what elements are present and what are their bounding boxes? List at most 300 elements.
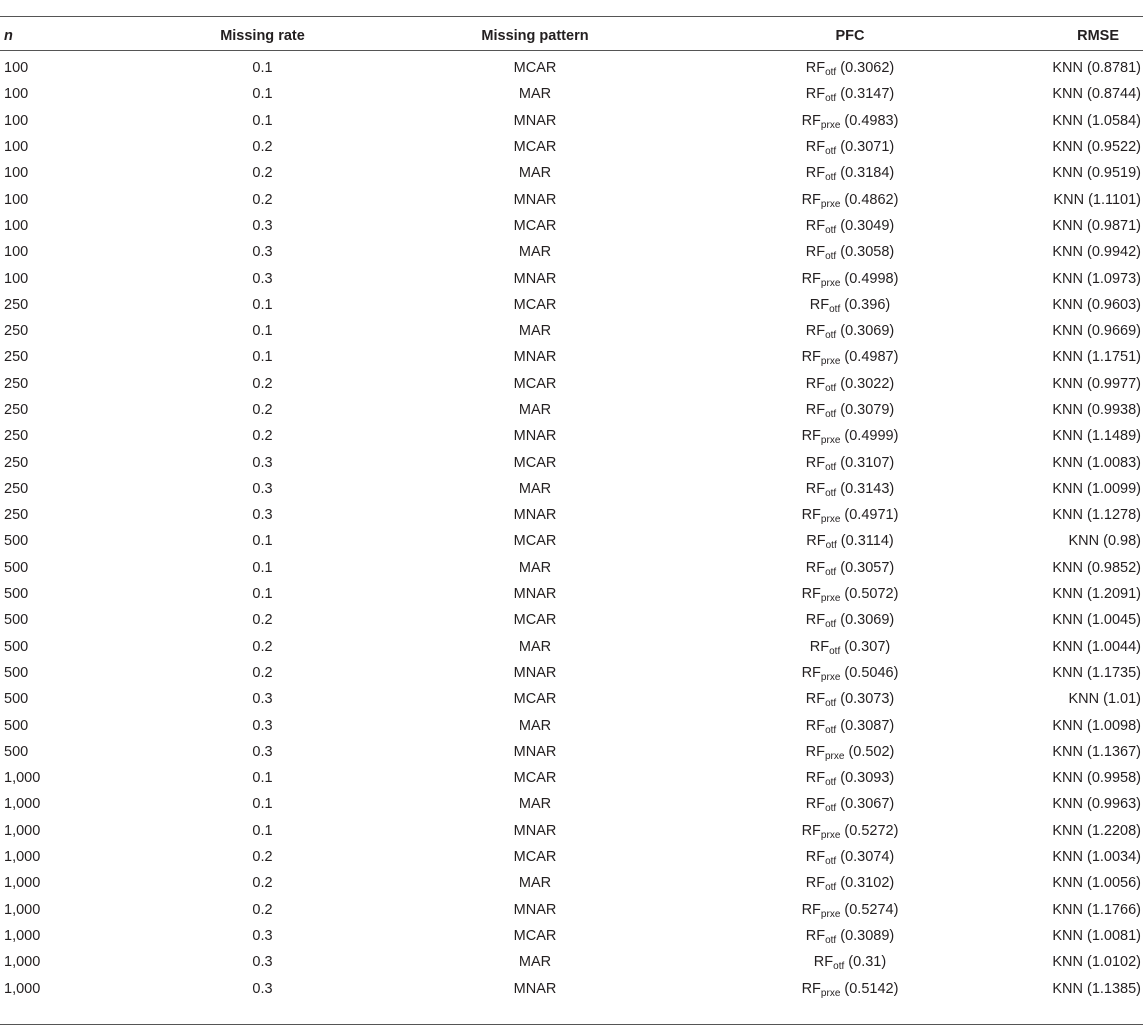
cell-rmse: KNN (1.0083) <box>1052 454 1141 471</box>
cell-missing-rate: 0.2 <box>252 849 273 866</box>
header-row <box>0 22 1143 51</box>
cell-pfc <box>695 818 1005 844</box>
cell-missing-pattern: MNAR <box>513 349 557 366</box>
table-row <box>0 51 1143 82</box>
table-row <box>0 423 1143 449</box>
cell-n: 100 <box>4 139 29 156</box>
pfc-value: (0.3073) <box>840 691 895 708</box>
pfc-method: RF <box>805 691 826 708</box>
cell-missing-pattern: MAR <box>518 954 552 971</box>
table-row <box>0 213 1143 239</box>
cell-missing-rate: 0.3 <box>252 270 273 287</box>
cell-rmse: KNN (1.2208) <box>1052 822 1141 839</box>
pfc-method-subscript: otf <box>829 303 841 315</box>
pfc-method-subscript: prxe <box>820 435 841 447</box>
table-bottom-rule <box>0 1024 1143 1025</box>
cell-n: 1,000 <box>4 822 41 839</box>
cell-rmse: KNN (1.0584) <box>1052 112 1141 129</box>
pfc-method: RF <box>809 638 830 655</box>
cell-rmse: KNN (0.9958) <box>1052 770 1141 787</box>
cell-n: 1,000 <box>4 875 41 892</box>
cell-n: 250 <box>4 375 29 392</box>
cell-n: 1,000 <box>4 796 41 813</box>
pfc-method-subscript: otf <box>825 330 837 342</box>
cell-missing-rate: 0.2 <box>252 402 273 418</box>
cell-missing-pattern: MAR <box>518 480 552 497</box>
pfc-method-subscript: otf <box>825 409 837 420</box>
cell-rmse: KNN (1.0034) <box>1052 849 1141 866</box>
cell-missing-pattern: MAR <box>518 86 552 103</box>
cell-n: 100 <box>4 165 29 182</box>
pfc-value: (0.4862) <box>844 191 899 208</box>
cell-n: 100 <box>4 244 29 261</box>
cell-missing-pattern: MNAR <box>513 586 557 603</box>
pfc-method: RF <box>801 586 821 603</box>
cell-missing-rate: 0.1 <box>252 559 273 576</box>
table-row <box>0 686 1143 712</box>
cell-rmse: KNN (0.9938) <box>1052 402 1141 418</box>
cell-rmse: KNN (0.9603) <box>1052 296 1141 313</box>
cell-missing-rate: 0.3 <box>252 927 273 944</box>
pfc-method: RF <box>805 875 826 892</box>
cell-n: 1,000 <box>4 901 41 918</box>
table-row <box>0 160 1143 186</box>
cell-rmse: KNN (0.9963) <box>1052 796 1141 813</box>
cell-rmse: KNN (1.1278) <box>1052 507 1141 524</box>
cell-rmse: KNN (0.9522) <box>1052 139 1141 156</box>
cell-missing-rate: 0.1 <box>252 822 273 839</box>
cell-pfc <box>695 765 1005 791</box>
pfc-method: RF <box>805 612 826 629</box>
pfc-method-subscript: prxe <box>820 908 841 920</box>
pfc-method-subscript: prxe <box>820 514 841 526</box>
pfc-method: RF <box>801 349 821 366</box>
cell-missing-pattern: MAR <box>518 717 552 734</box>
cell-missing-rate: 0.1 <box>252 112 273 129</box>
cell-n: 250 <box>4 454 29 471</box>
table-header <box>0 22 1143 51</box>
cell-rmse: KNN (1.01) <box>1068 691 1141 708</box>
cell-missing-rate: 0.2 <box>252 165 273 182</box>
cell-pfc <box>695 634 1005 660</box>
cell-rmse: KNN (1.1751) <box>1052 349 1141 366</box>
cell-pfc <box>695 712 1005 738</box>
pfc-value: (0.3074) <box>840 849 895 866</box>
table-row <box>0 476 1143 502</box>
pfc-method: RF <box>805 60 826 77</box>
cell-pfc <box>695 528 1005 554</box>
table-row <box>0 292 1143 318</box>
cell-missing-pattern: MAR <box>518 402 552 418</box>
pfc-value: (0.4998) <box>844 270 899 287</box>
cell-pfc <box>695 555 1005 581</box>
cell-missing-pattern: MNAR <box>513 428 557 445</box>
cell-n: 100 <box>4 191 29 208</box>
cell-pfc <box>695 134 1005 160</box>
header-missing-rate: Missing rate <box>150 22 375 51</box>
table-row <box>0 791 1143 817</box>
pfc-method-subscript: prxe <box>820 593 841 605</box>
pfc-method: RF <box>805 165 826 182</box>
cell-rmse: KNN (1.1367) <box>1052 743 1141 760</box>
pfc-value: (0.3049) <box>840 217 895 234</box>
cell-missing-rate: 0.3 <box>252 507 273 524</box>
results-table <box>0 22 1143 1002</box>
pfc-method-subscript: otf <box>825 224 837 236</box>
pfc-method-subscript: otf <box>825 698 837 710</box>
cell-rmse: KNN (0.9669) <box>1052 323 1141 340</box>
pfc-method: RF <box>813 954 834 971</box>
table-row <box>0 555 1143 581</box>
table-row <box>0 528 1143 554</box>
pfc-method-subscript: prxe <box>820 671 841 683</box>
cell-n: 100 <box>4 217 29 234</box>
cell-missing-pattern: MAR <box>518 638 552 655</box>
header-rmse: RMSE <box>1005 22 1143 51</box>
pfc-method: RF <box>805 770 826 787</box>
pfc-method-subscript: otf <box>833 961 845 973</box>
pfc-method-subscript: otf <box>825 934 837 946</box>
pfc-method: RF <box>809 296 830 313</box>
table-row <box>0 134 1143 160</box>
cell-rmse: KNN (1.1101) <box>1053 191 1141 208</box>
header-pfc: PFC <box>695 22 1005 51</box>
cell-missing-pattern: MCAR <box>513 770 557 787</box>
cell-n: 250 <box>4 296 29 313</box>
cell-pfc <box>695 949 1005 975</box>
table-row <box>0 581 1143 607</box>
pfc-method: RF <box>801 980 821 997</box>
table-row <box>0 870 1143 896</box>
cell-rmse: KNN (1.2091) <box>1052 586 1141 603</box>
pfc-value: (0.3102) <box>840 875 895 892</box>
cell-rmse: KNN (1.1385) <box>1052 980 1141 997</box>
cell-missing-rate: 0.3 <box>252 717 273 734</box>
cell-n: 500 <box>4 533 29 550</box>
table-row <box>0 344 1143 370</box>
table-row <box>0 371 1143 397</box>
pfc-value: (0.3071) <box>840 139 895 156</box>
table-top-rule <box>0 16 1143 17</box>
table-row <box>0 818 1143 844</box>
cell-rmse: KNN (0.9519) <box>1052 165 1141 182</box>
pfc-method: RF <box>801 428 821 445</box>
table-row <box>0 949 1143 975</box>
cell-missing-rate: 0.2 <box>252 139 273 156</box>
pfc-value: (0.4983) <box>844 112 899 129</box>
cell-missing-pattern: MAR <box>518 875 552 892</box>
cell-missing-pattern: MCAR <box>513 296 557 313</box>
cell-missing-pattern: MNAR <box>513 507 557 524</box>
cell-missing-rate: 0.2 <box>252 191 273 208</box>
cell-n: 1,000 <box>4 849 41 866</box>
pfc-value: (0.3087) <box>840 717 895 734</box>
cell-missing-pattern: MNAR <box>513 980 557 997</box>
cell-missing-rate: 0.2 <box>252 875 273 892</box>
cell-missing-pattern: MCAR <box>513 533 557 550</box>
cell-pfc <box>695 292 1005 318</box>
pfc-method-subscript: prxe <box>820 987 841 999</box>
cell-n: 250 <box>4 349 29 366</box>
cell-missing-rate: 0.1 <box>252 86 273 103</box>
cell-missing-pattern: MNAR <box>513 901 557 918</box>
cell-missing-pattern: MAR <box>518 323 552 340</box>
cell-missing-pattern: MCAR <box>513 612 557 629</box>
cell-missing-rate: 0.1 <box>252 796 273 813</box>
cell-missing-rate: 0.3 <box>252 691 273 708</box>
cell-missing-pattern: MCAR <box>513 691 557 708</box>
cell-missing-pattern: MCAR <box>513 375 557 392</box>
pfc-value: (0.3147) <box>840 86 895 103</box>
cell-pfc <box>695 265 1005 291</box>
cell-pfc <box>695 502 1005 528</box>
pfc-method-subscript: otf <box>825 803 837 815</box>
pfc-value: (0.5046) <box>844 664 899 681</box>
cell-n: 250 <box>4 480 29 497</box>
cell-missing-rate: 0.2 <box>252 638 273 655</box>
cell-missing-rate: 0.2 <box>252 901 273 918</box>
cell-n: 250 <box>4 428 29 445</box>
pfc-method: RF <box>805 323 826 340</box>
cell-missing-pattern: MNAR <box>513 743 557 760</box>
pfc-method-subscript: prxe <box>820 829 841 841</box>
pfc-method: RF <box>801 191 821 208</box>
cell-pfc <box>695 318 1005 344</box>
cell-n: 500 <box>4 638 29 655</box>
pfc-method-subscript: prxe <box>820 356 841 368</box>
cell-n: 1,000 <box>4 770 41 787</box>
cell-rmse: KNN (1.1489) <box>1052 428 1141 445</box>
pfc-value: (0.3062) <box>840 60 895 77</box>
pfc-method-subscript: otf <box>825 856 837 868</box>
cell-missing-pattern: MNAR <box>513 191 557 208</box>
table-row <box>0 186 1143 212</box>
table-row <box>0 449 1143 475</box>
cell-missing-rate: 0.3 <box>252 743 273 760</box>
cell-n: 250 <box>4 507 29 524</box>
cell-n: 500 <box>4 717 29 734</box>
pfc-value: (0.3022) <box>840 375 895 392</box>
pfc-method: RF <box>805 849 826 866</box>
pfc-value: (0.3057) <box>840 559 895 576</box>
table-row <box>0 607 1143 633</box>
cell-pfc <box>695 660 1005 686</box>
table-row <box>0 81 1143 107</box>
cell-missing-rate: 0.3 <box>252 217 273 234</box>
cell-pfc <box>695 581 1005 607</box>
pfc-method: RF <box>805 217 826 234</box>
table-row <box>0 318 1143 344</box>
pfc-method-subscript: otf <box>825 93 837 105</box>
cell-missing-rate: 0.3 <box>252 954 273 971</box>
pfc-value: (0.3079) <box>840 402 895 418</box>
table-row <box>0 897 1143 923</box>
cell-missing-pattern: MCAR <box>513 849 557 866</box>
cell-missing-rate: 0.2 <box>252 428 273 445</box>
table-row <box>0 660 1143 686</box>
pfc-method-subscript: prxe <box>820 119 841 131</box>
pfc-value: (0.5072) <box>844 586 899 603</box>
cell-missing-rate: 0.1 <box>252 296 273 313</box>
table-body <box>0 51 1143 1002</box>
pfc-value: (0.5142) <box>844 980 899 997</box>
pfc-method: RF <box>806 533 826 550</box>
table-row <box>0 765 1143 791</box>
pfc-method-subscript: prxe <box>820 198 841 210</box>
cell-rmse: KNN (1.0081) <box>1052 927 1141 944</box>
cell-pfc <box>695 791 1005 817</box>
cell-missing-rate: 0.1 <box>252 533 273 550</box>
pfc-value: (0.3143) <box>840 480 895 497</box>
cell-missing-rate: 0.2 <box>252 664 273 681</box>
cell-pfc <box>695 607 1005 633</box>
cell-missing-pattern: MAR <box>518 796 552 813</box>
table-row <box>0 108 1143 134</box>
pfc-value: (0.5272) <box>844 822 899 839</box>
cell-rmse: KNN (1.0973) <box>1052 270 1141 287</box>
cell-rmse: KNN (0.98) <box>1068 533 1141 550</box>
pfc-method: RF <box>805 480 826 497</box>
cell-pfc <box>695 686 1005 712</box>
pfc-method-subscript: otf <box>825 172 837 184</box>
cell-rmse: KNN (0.8781) <box>1052 60 1141 77</box>
pfc-value: (0.4987) <box>844 349 899 366</box>
pfc-method: RF <box>805 559 826 576</box>
cell-rmse: KNN (1.0102) <box>1052 954 1141 971</box>
cell-missing-rate: 0.1 <box>252 586 273 603</box>
cell-pfc <box>695 449 1005 475</box>
pfc-method-subscript: otf <box>825 540 837 552</box>
cell-rmse: KNN (1.1766) <box>1052 901 1141 918</box>
cell-rmse: KNN (1.0098) <box>1052 717 1141 734</box>
cell-rmse: KNN (0.9977) <box>1052 375 1141 392</box>
pfc-value: (0.3058) <box>840 244 895 261</box>
cell-missing-pattern: MAR <box>518 244 552 261</box>
cell-pfc <box>695 476 1005 502</box>
cell-pfc <box>695 160 1005 186</box>
cell-n: 250 <box>4 323 29 340</box>
pfc-method: RF <box>805 796 826 813</box>
pfc-value: (0.5274) <box>844 901 899 918</box>
pfc-value: (0.3114) <box>840 533 894 550</box>
table-row <box>0 923 1143 949</box>
pfc-method-subscript: otf <box>825 382 837 394</box>
pfc-method-subscript: otf <box>825 461 837 473</box>
cell-missing-pattern: MNAR <box>513 822 557 839</box>
table-row <box>0 502 1143 528</box>
header-missing-pattern: Missing pattern <box>375 22 695 51</box>
cell-pfc <box>695 739 1005 765</box>
cell-pfc <box>695 108 1005 134</box>
cell-pfc <box>695 897 1005 923</box>
pfc-method: RF <box>805 927 826 944</box>
cell-missing-rate: 0.1 <box>252 60 273 77</box>
cell-pfc <box>695 923 1005 949</box>
pfc-method: RF <box>805 139 826 156</box>
pfc-method: RF <box>801 112 821 129</box>
pfc-method-subscript: otf <box>825 251 837 263</box>
cell-missing-rate: 0.2 <box>252 375 273 392</box>
pfc-value: (0.3067) <box>840 796 895 813</box>
cell-pfc <box>695 239 1005 265</box>
cell-missing-pattern: MNAR <box>513 112 557 129</box>
pfc-method-subscript: otf <box>825 67 837 79</box>
pfc-method: RF <box>805 402 826 418</box>
cell-n: 1,000 <box>4 980 41 997</box>
cell-missing-rate: 0.1 <box>252 770 273 787</box>
pfc-method: RF <box>805 375 826 392</box>
pfc-method-subscript: otf <box>825 146 837 158</box>
cell-missing-pattern: MCAR <box>513 217 557 234</box>
pfc-method-subscript: otf <box>825 487 837 499</box>
cell-pfc <box>695 423 1005 449</box>
pfc-value: (0.4999) <box>844 428 899 445</box>
cell-rmse: KNN (0.9852) <box>1052 559 1141 576</box>
table-row <box>0 397 1143 423</box>
cell-missing-pattern: MAR <box>518 559 552 576</box>
cell-rmse: KNN (0.8744) <box>1052 86 1141 103</box>
cell-pfc <box>695 371 1005 397</box>
cell-missing-rate: 0.1 <box>252 323 273 340</box>
cell-missing-pattern: MCAR <box>513 454 557 471</box>
pfc-method-subscript: otf <box>825 619 837 631</box>
cell-rmse: KNN (1.1735) <box>1052 664 1141 681</box>
cell-n: 100 <box>4 112 29 129</box>
cell-n: 100 <box>4 270 29 287</box>
pfc-method-subscript: otf <box>825 882 837 894</box>
cell-pfc <box>695 213 1005 239</box>
pfc-value: (0.3093) <box>840 770 895 787</box>
table-row <box>0 712 1143 738</box>
cell-n: 250 <box>4 402 29 418</box>
pfc-value: (0.3107) <box>840 454 895 471</box>
pfc-method-subscript: otf <box>825 777 837 789</box>
pfc-method: RF <box>801 507 821 524</box>
table-row <box>0 239 1143 265</box>
pfc-method: RF <box>805 717 826 734</box>
cell-missing-rate: 0.2 <box>252 612 273 629</box>
cell-missing-pattern: MCAR <box>513 927 557 944</box>
pfc-method: RF <box>801 664 821 681</box>
cell-n: 100 <box>4 60 29 77</box>
cell-missing-pattern: MNAR <box>513 664 557 681</box>
cell-rmse: KNN (1.0045) <box>1052 612 1141 629</box>
table-row <box>0 844 1143 870</box>
pfc-value: (0.4971) <box>844 507 899 524</box>
cell-pfc <box>695 51 1005 82</box>
cell-n: 500 <box>4 743 29 760</box>
pfc-value: (0.307) <box>844 638 891 655</box>
cell-n: 500 <box>4 559 29 576</box>
cell-pfc <box>695 870 1005 896</box>
cell-n: 100 <box>4 86 29 103</box>
cell-rmse: KNN (0.9942) <box>1052 244 1141 261</box>
header-n: n <box>0 22 150 51</box>
pfc-value: (0.396) <box>844 296 891 313</box>
cell-missing-rate: 0.3 <box>252 980 273 997</box>
cell-pfc <box>695 975 1005 1001</box>
pfc-method-subscript: prxe <box>820 277 841 289</box>
table-row <box>0 634 1143 660</box>
cell-pfc <box>695 397 1005 423</box>
cell-n: 500 <box>4 664 29 681</box>
table-row <box>0 265 1143 291</box>
pfc-value: (0.502) <box>848 743 895 760</box>
cell-rmse: KNN (0.9871) <box>1052 217 1141 234</box>
cell-n: 1,000 <box>4 927 41 944</box>
cell-pfc <box>695 81 1005 107</box>
cell-rmse: KNN (1.0056) <box>1052 875 1141 892</box>
